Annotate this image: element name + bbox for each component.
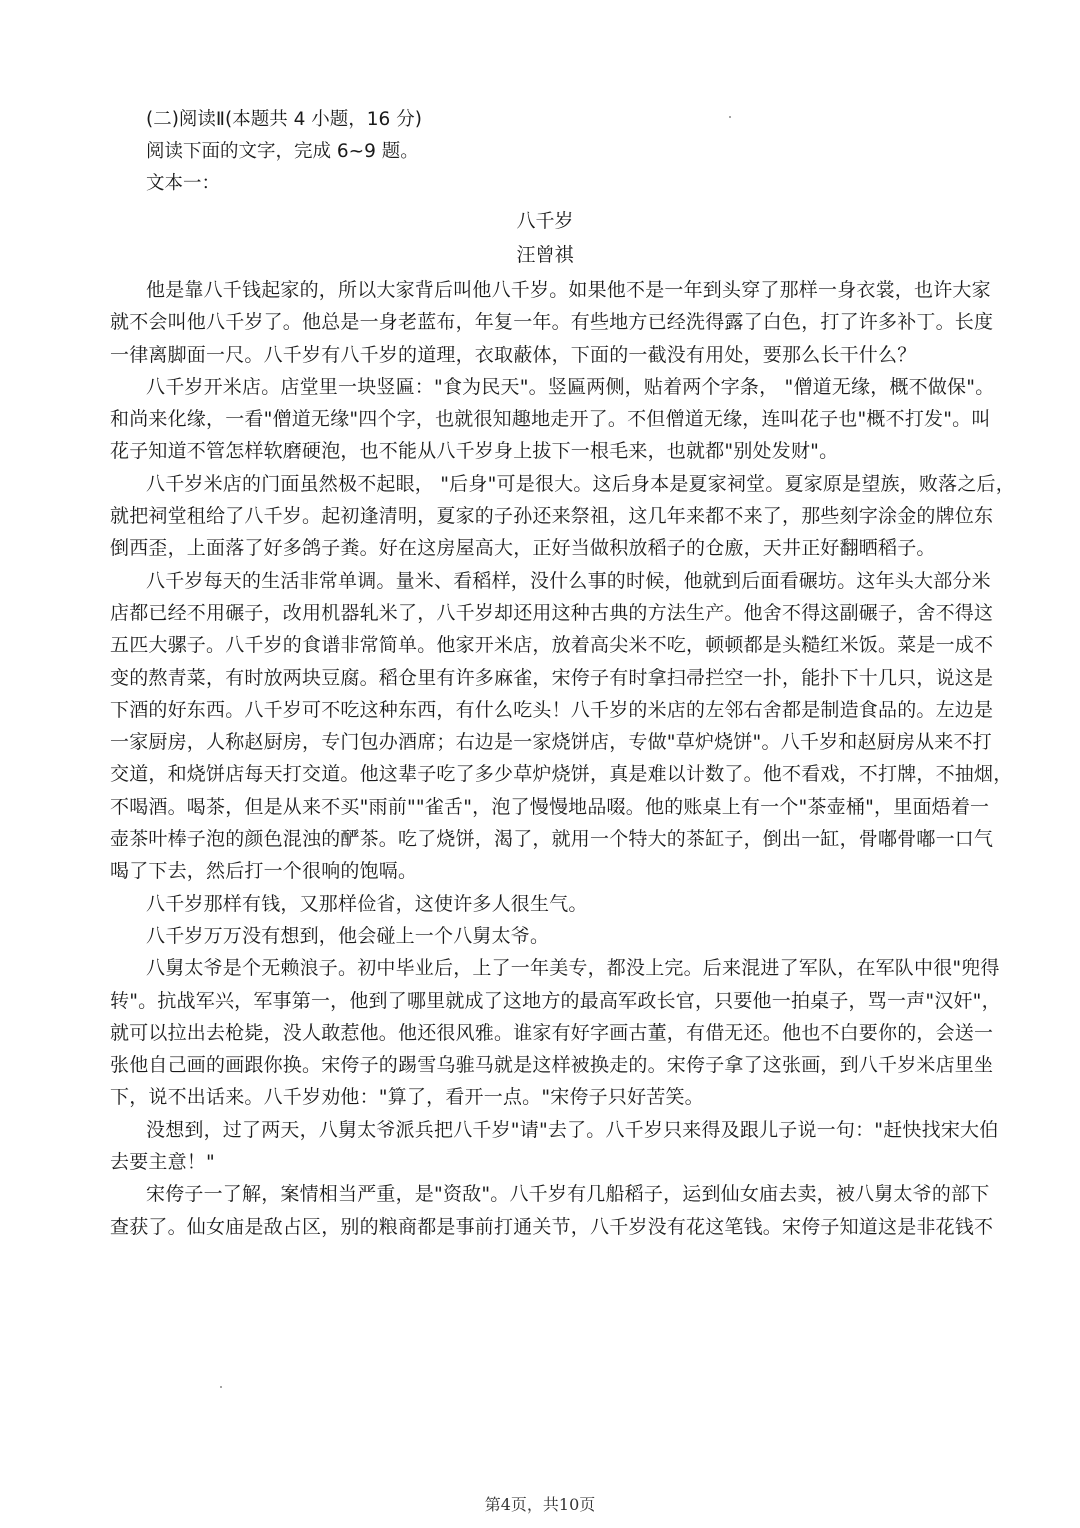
paragraph-line: 变的熬青菜，有时放两块豆腐。稻仓里有许多麻雀，宋侉子有时拿扫帚拦空一扑，能扑下十几只，说这是 bbox=[110, 666, 994, 689]
paragraph-line: 八千岁开米店。店堂里一块竖匾："食为民天"。竖匾两侧，贴着两个字条， "僧道无缘，概不做保"。 bbox=[146, 375, 995, 398]
instruction-text: 阅读下面的文字，完成 6~9 题。 bbox=[146, 141, 419, 162]
article-paragraph bbox=[110, 371, 995, 468]
article-paragraph bbox=[110, 1178, 994, 1243]
text-label: 文本一： bbox=[146, 173, 221, 194]
paragraph-line: 八千岁万万没有想到，他会碰上一个八舅太爷。 bbox=[146, 924, 550, 947]
paragraph-line: 他是靠八千钱起家的，所以大家背后叫他八千岁。如果他不是一年到头穿了那样一身衣裳，也许大家 bbox=[146, 279, 991, 301]
article-paragraph bbox=[110, 920, 980, 952]
paragraph-line: 花子知道不管怎样软磨硬泡，也不能从八千岁身上拔下一根毛来，也就都"别处发财"。 bbox=[110, 440, 839, 463]
paragraph-line: 和尚来化缘，一看"僧道无缘"四个字，也就很知趣地走开了。不但僧道无缘，连叫花子也"概不打发"。叫 bbox=[110, 408, 991, 431]
paragraph-line: 交道，和烧饼店每天打交道。他这辈子吃了多少草炉烧饼，真是难以计数了。他不看戏，不打牌，不抽烟， bbox=[110, 763, 1013, 786]
paragraph-line: 八千岁那样有钱，又那样俭省，这使许多人很生气。 bbox=[146, 892, 588, 915]
article-paragraph bbox=[110, 565, 1013, 888]
paragraph-line: 店都已经不用碾子，改用机器轧米了，八千岁却还用这种古典的方法生产。他舍不得这副碾子，舍不得这 bbox=[110, 601, 994, 624]
article-paragraph bbox=[110, 274, 994, 371]
paragraph-line: 宋侉子一了解，案情相当严重，是"资敌"。八千岁有几船稻子，运到仙女庙去卖，被八舅太爷的部下 bbox=[146, 1183, 990, 1206]
paragraph-line: 一律离脚面一尺。八千岁有八千岁的道理，衣取蔽体，下面的一截没有用处，要那么长干什么？ bbox=[110, 343, 917, 366]
scan-speck bbox=[220, 1386, 222, 1388]
paragraph-line: 去要主意！" bbox=[110, 1151, 215, 1174]
paragraph-line: 张他自己画的画跟你换。宋侉子的踢雪乌骓马就是这样被换走的。宋侉子拿了这张画，到八千岁米店里坐 bbox=[110, 1054, 994, 1077]
paragraph-line: 就可以拉出去枪毙，没人敢惹他。他还很风雅。谁家有好字画古董，有借无还。他也不白要你的，会送一 bbox=[110, 1021, 994, 1044]
paragraph-line: 不喝酒。喝茶，但是从来不买"雨前""雀舌"，泡了慢慢地品啜。他的账桌上有一个"茶壶桶"，里面焐着一 bbox=[110, 795, 990, 818]
scan-speck bbox=[729, 116, 731, 118]
paragraph-line: 查获了。仙女庙是敌占区，别的粮商都是事前打通关节，八千岁没有花这笔钱。宋侉子知道这是非花钱不 bbox=[110, 1215, 994, 1238]
paragraph-line: 八千岁米店的门面虽然极不起眼， "后身"可是很大。这后身本是夏家祠堂。夏家原是望族，败落之后， bbox=[146, 472, 1015, 495]
paragraph-line: 八舅太爷是个无赖浪子。初中毕业后，上了一年美专，都没上完。后来混进了军队，在军队中很"兜得 bbox=[146, 957, 1000, 980]
paragraph-line: 下酒的好东西。八千岁可不吃这种东西，有什么吃头！八千岁的米店的左邻右舍都是制造食品的。左边是 bbox=[110, 698, 994, 721]
paragraph-line: 喝了下去，然后打一个很响的饱嗝。 bbox=[110, 860, 418, 883]
article-body bbox=[110, 274, 1015, 1243]
section-title: (二)阅读Ⅱ(本题共 4 小题，16 分) bbox=[146, 109, 422, 130]
article-paragraph bbox=[110, 468, 1015, 565]
article-paragraph bbox=[110, 952, 1001, 1113]
paragraph-line: 没想到，过了两天，八舅太爷派兵把八千岁"请"去了。八千岁只来得及跟儿子说一句："赶快找宋大伯 bbox=[146, 1118, 999, 1141]
paragraph-line: 倒西歪，上面落了好多鸽子粪。好在这房屋高大，正好当做积放稻子的仓廒，天井正好翻晒稻子。 bbox=[110, 537, 936, 560]
paragraph-line: 下，说不出话来。八千岁劝他："算了，看开一点。"宋侉子只好苦笑。 bbox=[110, 1086, 704, 1109]
article-title: 八千岁 bbox=[516, 210, 574, 232]
article-heading bbox=[110, 204, 980, 272]
paragraph-line: 八千岁每天的生活非常单调。量米、看稻样，没什么事的时候，他就到后面看碾坊。这年头大部分米 bbox=[146, 569, 991, 592]
paragraph-line: 转"。抗战军兴，军事第一，他到了哪里就成了这地方的最高军政长官，只要他一拍桌子，骂一声"汉奸"， bbox=[110, 989, 1001, 1012]
article-paragraph bbox=[110, 888, 980, 920]
paragraph-line: 壶茶叶棒子泡的颜色混浊的酽茶。吃了烧饼，渴了，就用一个特大的茶缸子，倒出一缸，骨嘟骨嘟一口气 bbox=[110, 828, 994, 851]
page-content bbox=[110, 104, 1015, 1243]
paragraph-line: 就把祠堂租给了八千岁。起初逢清明，夏家的子孙还来祭祖，这几年来都不来了，那些刻字涂金的牌位东 bbox=[110, 505, 994, 528]
article-paragraph bbox=[110, 1114, 999, 1179]
paragraph-line: 就不会叫他八千岁了。他总是一身老蓝布，年复一年。有些地方已经洗得露了白色，打了许多补丁。长度 bbox=[110, 311, 994, 334]
paragraph-line: 一家厨房，人称赵厨房，专门包办酒席；右边是一家烧饼店，专做"草炉烧饼"。八千岁和赵厨房从来不打 bbox=[110, 731, 992, 754]
paragraph-line: 五匹大骡子。八千岁的食谱非常简单。他家开米店，放着高尖米不吃，顿顿都是头糙红米饭。菜是一成不 bbox=[110, 634, 994, 657]
page-number: 第4页，共10页 bbox=[484, 1495, 596, 1514]
article-author: 汪曾祺 bbox=[516, 244, 574, 266]
